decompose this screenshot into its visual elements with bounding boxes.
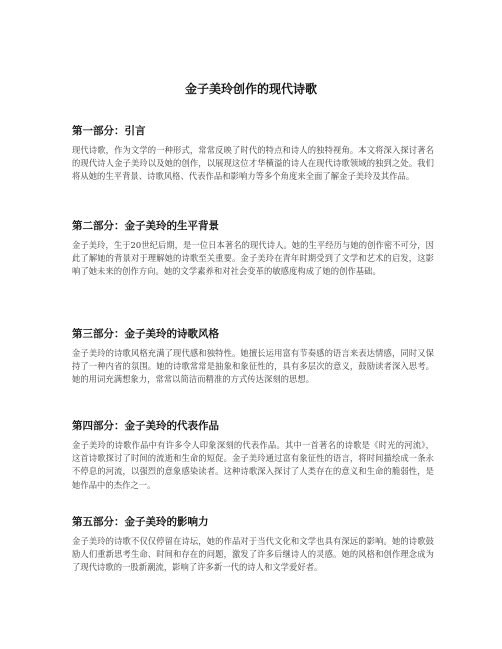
section-introduction [72, 124, 434, 184]
section-style [72, 327, 434, 387]
section-biography [72, 219, 434, 279]
section-heading: 第四部分：金子美玲的代表作品 [72, 420, 219, 432]
section-paragraph: 金子美玲的诗歌作品中有许多令人印象深刻的代表作品。其中一首著名的诗歌是《时光的河流》，这首诗歌探讨了时间的流逝和生命的短促。金子美玲通过富有象征性的语言，将时间描绘成一条永不停息的河流，以强烈的意象感染读者。这种诗歌深入探讨了人类存在的意义和生命的脆弱性，是她作品中的杰作之一。 [72, 440, 434, 490]
section-paragraph: 现代诗歌，作为文学的一种形式，常常反映了时代的特点和诗人的独特视角。本文将深入探讨著名的现代诗人金子美玲以及她的创作，以展现这位才华横溢的诗人在现代诗歌领域的独到之处。我们将从她的生平背景、诗歌风格、代表作品和影响力等多个角度来全面了解金子美玲及其作品。 [72, 145, 434, 182]
section-influence [72, 515, 434, 575]
section-heading: 第一部分：引言 [72, 125, 146, 137]
section-representative-works [72, 419, 434, 492]
section-heading: 第三部分：金子美玲的诗歌风格 [72, 328, 219, 340]
section-paragraph: 金子美玲的诗歌风格充满了现代感和独特性。她擅长运用富有节奏感的语言来表达情感，同时又保持了一种内省的氛围。她的诗歌常常是抽象和象征性的，具有多层次的意义，鼓励读者深入思考。她的用词充满想象力，常常以简洁而精准的方式传达深刻的思想。 [72, 348, 434, 385]
section-heading: 第五部分：金子美玲的影响力 [72, 516, 209, 528]
section-heading: 第二部分：金子美玲的生平背景 [72, 220, 219, 232]
section-paragraph: 金子美玲的诗歌不仅仅停留在诗坛，她的作品对于当代文化和文学也具有深远的影响。她的诗歌鼓励人们重新思考生命、时间和存在的问题，激发了许多后继诗人的灵感。她的风格和创作理念成为了现代诗歌的一股新潮流，影响了许多新一代的诗人和文学爱好者。 [72, 536, 434, 573]
section-paragraph: 金子美玲，生于20世纪后期，是一位日本著名的现代诗人。她的生平经历与她的创作密不可分，因此了解她的背景对于理解她的诗歌至关重要。金子美玲在青年时期受到了文学和艺术的启发，这影响了她未来的创作方向。她的文学素养和对社会变革的敏感度构成了她的创作基础。 [72, 240, 434, 277]
document-title: 金子美玲创作的现代诗歌 [184, 82, 317, 96]
